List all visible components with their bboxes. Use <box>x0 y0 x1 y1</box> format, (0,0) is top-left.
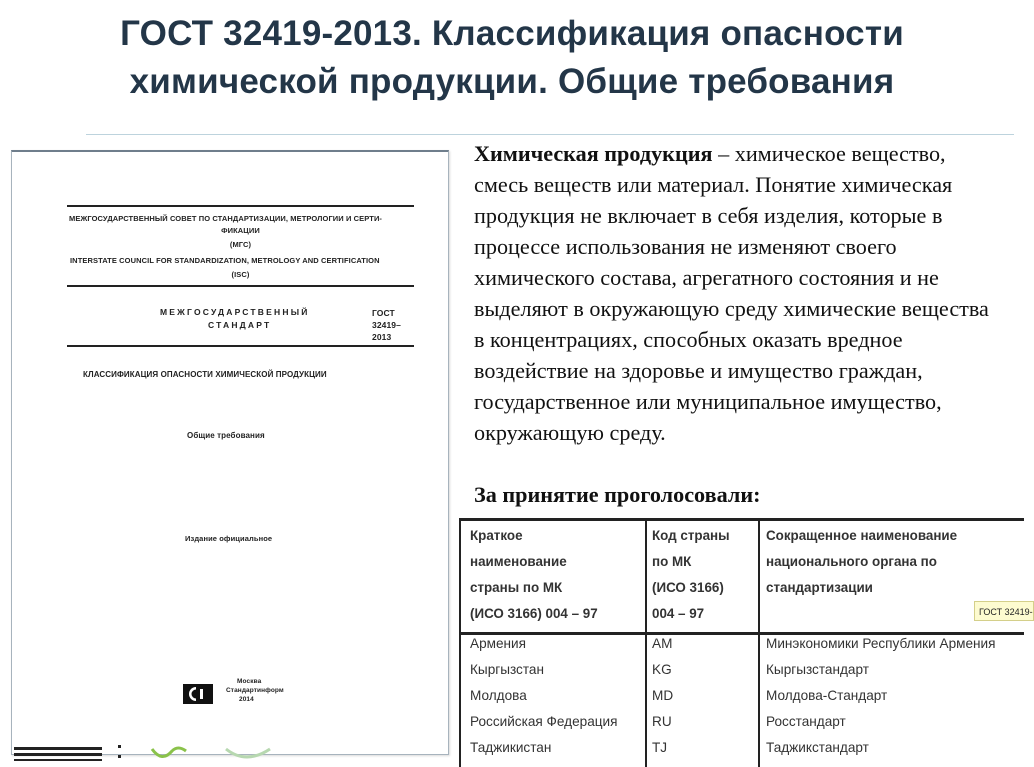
cover-council-ru-abbr: (МГС) <box>229 240 252 249</box>
table-row-code: RU <box>652 714 672 729</box>
cover-council-en-abbr: (ISC) <box>231 270 250 279</box>
cover-edition: Издание официальное <box>185 534 273 543</box>
header-code-4: 004 – 97 <box>652 606 705 621</box>
cover-city: Москва <box>237 678 262 685</box>
table-row-code: KG <box>652 662 672 677</box>
slide-title <box>0 10 1024 106</box>
table-col-divider-1 <box>645 518 647 767</box>
table-row-country: Российская Федерация <box>470 714 618 729</box>
header-body-2: национального органа по <box>766 554 937 569</box>
table-row-body: Таджикстандарт <box>766 740 869 755</box>
definition-term: Химическая продукция <box>474 141 713 166</box>
table-col-divider-2 <box>758 518 760 767</box>
voting-table <box>459 518 1024 767</box>
definition-paragraph <box>474 138 1004 448</box>
table-row-body: Минэкономики Республики Армения <box>766 636 996 651</box>
header-code-1: Код страны <box>652 528 730 543</box>
cover-publisher: Стандартинформ <box>226 687 284 694</box>
table-row-country: Таджикистан <box>470 740 552 755</box>
document-cover <box>11 150 449 755</box>
slide-title-line-2: химической продукции. Общие требования <box>129 62 895 101</box>
table-row-body: Молдова-Стандарт <box>766 688 888 703</box>
slide-title-line-1: ГОСТ 32419-2013. Классификация опасности <box>120 14 904 53</box>
table-row-code: TJ <box>652 740 668 755</box>
table-row-country: Кыргызстан <box>470 662 544 677</box>
cover-doc-title: КЛАССИФИКАЦИЯ ОПАСНОСТИ ХИМИЧЕСКОЙ ПРОДУКЦИИ <box>83 370 327 379</box>
table-row-body: Росстандарт <box>766 714 846 729</box>
table-row-country: Молдова <box>470 688 527 703</box>
table-left-border <box>459 518 461 767</box>
cover-council-ru-2: ФИКАЦИИ <box>221 226 260 235</box>
table-row-country: Армения <box>470 636 526 651</box>
annotation-stamp: ГОСТ 32419- <box>974 601 1034 621</box>
table-row-code: MD <box>652 688 674 703</box>
cover-council-en: INTERSTATE COUNCIL FOR STANDARDIZATION, METROLOGY AND CERTIFICATION <box>70 256 380 265</box>
definition-text: – химическое вещество, смесь веществ или материал. Понятие химическая продукция не включает в себя изделия, которые в процессе использования не изменяют своего химического состава, агрегатного состояния и не выделяют в окружающую среду химические вещества в концентрациях, способных оказать вредное воздействие на здоровье и имущество граждан, государственное или муниципальное имущество, окружающую среду. <box>474 141 989 445</box>
cover-standard-2: СТАНДАРТ <box>208 320 272 330</box>
cover-rule-2 <box>67 285 414 287</box>
decorative-footer <box>0 735 460 767</box>
header-country-2: наименование <box>470 554 567 569</box>
table-row-body: Кыргызстандарт <box>766 662 869 677</box>
header-code-2: по МК <box>652 554 692 569</box>
header-country-4: (ИСО 3166) 004 – 97 <box>470 606 598 621</box>
cover-top-rule <box>67 205 414 207</box>
cover-year: 2014 <box>239 696 254 703</box>
cover-council-ru-1: МЕЖГОСУДАРСТВЕННЫЙ СОВЕТ ПО СТАНДАРТИЗАЦИИ, МЕТРОЛОГИИ И СЕРТИ- <box>69 214 383 223</box>
header-country-3: страны по МК <box>470 580 563 595</box>
cover-rule-3 <box>67 345 414 347</box>
cover-gost-year: 2013 <box>372 332 392 342</box>
header-country-1: Краткое <box>470 528 523 543</box>
header-body-1: Сокращенное наименование <box>766 528 958 543</box>
header-body-3: стандартизации <box>766 580 873 595</box>
cover-gost-label: ГОСТ <box>372 308 395 318</box>
cover-standard-1: МЕЖГОСУДАРСТВЕННЫЙ <box>160 307 310 317</box>
header-code-3: (ИСО 3166) <box>652 580 724 595</box>
vote-heading: За принятие проголосовали: <box>474 482 761 507</box>
standartinform-logo-icon <box>183 684 213 704</box>
table-row-code: AM <box>652 636 673 651</box>
cover-doc-subtitle: Общие требования <box>187 431 265 440</box>
table-top-border <box>459 518 1024 521</box>
title-divider <box>86 134 1014 135</box>
cover-gost-number: 32419– <box>372 320 401 330</box>
